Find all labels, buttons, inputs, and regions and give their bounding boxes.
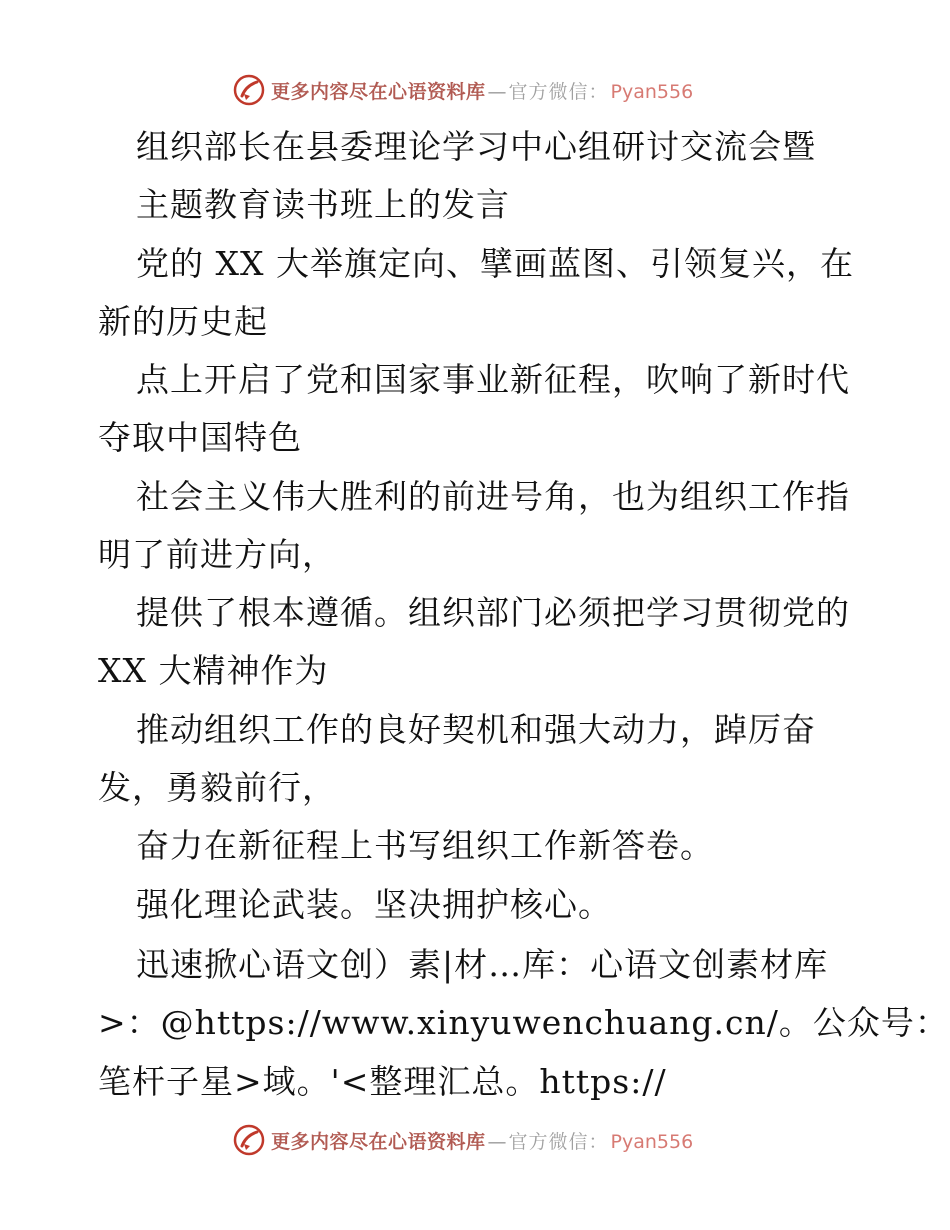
paragraph-line: 提供了根本遵循。组织部门必须把学习贯彻党的 [136,593,850,632]
paragraph-line: 社会主义伟大胜利的前进号角，也为组织工作指 [136,477,850,516]
brand-logo-icon [233,1124,265,1156]
paragraph-line: 夺取中国特色 [98,418,302,457]
watermark-label: 官方微信： [508,80,609,103]
paragraph-line: 推动组织工作的良好契机和强大动力，踔厉奋 [136,710,816,749]
brand-logo-icon [233,74,265,106]
watermark-id: Pyan556 [610,1130,694,1153]
watermark-label: 官方微信： [508,1130,609,1153]
footer-watermark [233,1122,753,1158]
watermark-separator: — [487,1130,507,1153]
paragraph-line: 点上开启了党和国家事业新征程，吹响了新时代 [136,360,850,399]
paragraph-line: XX 大精神作为 [98,651,329,690]
section-heading-line: 强化理论武装。坚决拥护核心。 [136,885,612,924]
paragraph-line: 发，勇毅前行， [98,768,336,807]
document-title-line-1: 组织部长在县委理论学习中心组研讨交流会暨 [136,127,816,166]
paragraph-line: 奋力在新征程上书写组织工作新答卷。 [136,826,714,865]
document-title-line-2: 主题教育读书班上的发言 [136,185,510,224]
paragraph-line: 迅速掀心语文创）素|材…库：心语文创素材库 [136,945,829,984]
header-watermark [233,72,753,108]
paragraph-line: 新的历史起 [98,302,268,341]
paragraph-line: 笔杆子星>域。'<整理汇总。https:// [98,1062,667,1101]
paragraph-line-url: >：@https://www.xinyuwenchuang.cn/。公众号： [98,1003,949,1042]
paragraph-line: 明了前进方向， [98,535,336,574]
watermark-id: Pyan556 [610,80,694,103]
watermark-main-text: 更多内容尽在心语资料库 [271,1130,486,1153]
watermark-main-text: 更多内容尽在心语资料库 [271,80,486,103]
watermark-separator: — [487,80,507,103]
paragraph-line: 党的 XX 大举旗定向、擘画蓝图、引领复兴，在 [136,244,854,283]
